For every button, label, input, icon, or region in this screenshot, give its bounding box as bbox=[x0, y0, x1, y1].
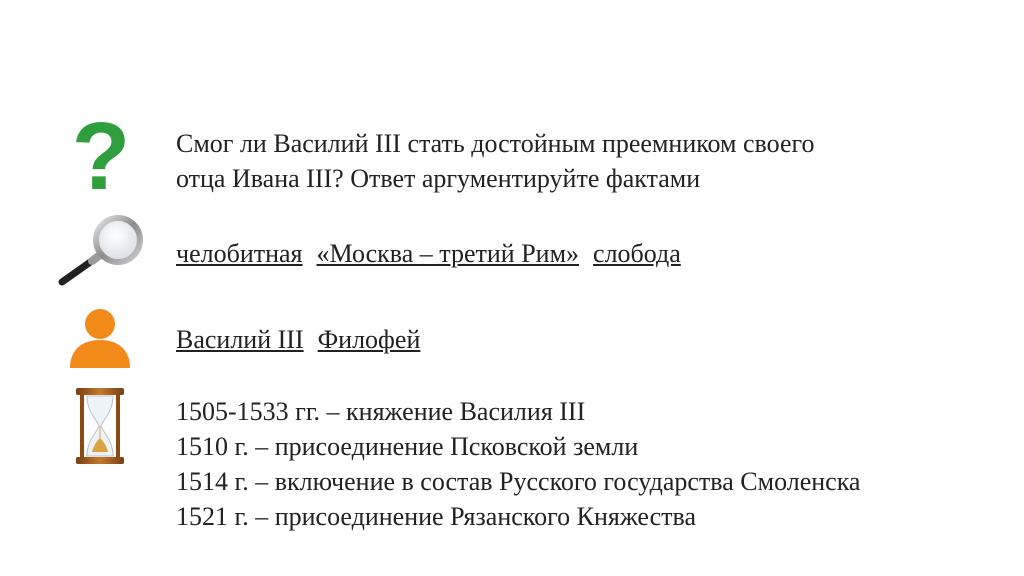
question-mark-icon: ? bbox=[71, 103, 131, 210]
term-link-moscow-third-rome[interactable]: «Москва – третий Рим» bbox=[316, 239, 580, 268]
date-line: 1521 г. – присоединение Рязанского Княжества bbox=[176, 502, 696, 531]
person-link-filofey[interactable]: Филофей bbox=[317, 325, 421, 354]
date-line: 1510 г. – присоединение Псковской земли bbox=[176, 432, 639, 461]
terms-list bbox=[176, 236, 681, 271]
magnifier-icon bbox=[52, 212, 148, 292]
date-line: 1514 г. – включение в состав Русского государства Смоленска bbox=[176, 467, 861, 496]
term-link-chelobitnaya[interactable]: челобитная bbox=[176, 239, 303, 268]
person-link-vasily-iii[interactable]: Василий III bbox=[176, 325, 304, 354]
persons-list bbox=[176, 322, 420, 357]
question-line-2: отца Ивана III? Ответ аргументируйте фактами bbox=[176, 164, 701, 193]
date-line: 1505-1533 гг. – княжение Василия III bbox=[176, 397, 586, 426]
hourglass-icon bbox=[74, 386, 126, 466]
dates-list bbox=[176, 394, 860, 534]
question-line-1: Смог ли Василий III стать достойным преемником своего bbox=[176, 129, 815, 158]
question-text bbox=[176, 126, 815, 196]
term-link-sloboda[interactable]: слобода bbox=[593, 239, 681, 268]
person-icon bbox=[66, 306, 134, 370]
